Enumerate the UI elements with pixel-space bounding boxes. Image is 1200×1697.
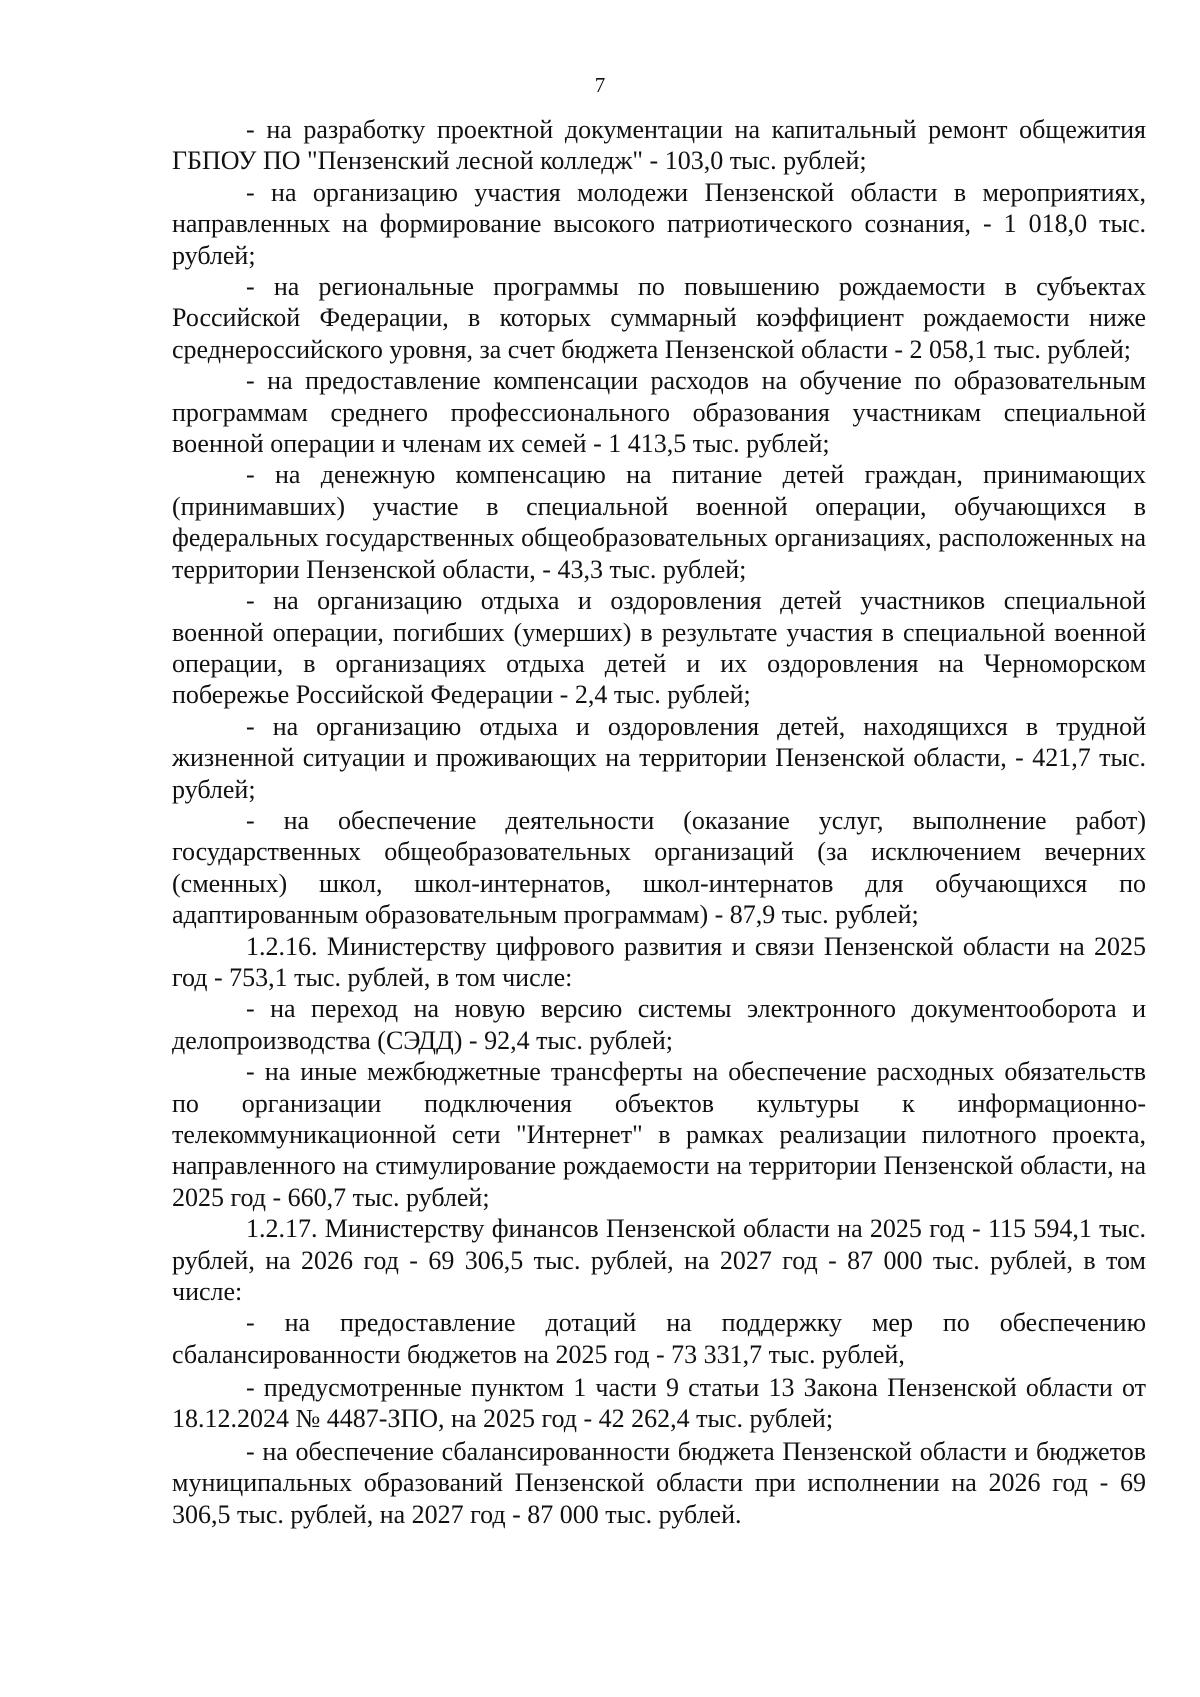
paragraph: - на региональные программы по повышению рождаемости в субъектах Российской Федерации, в которых суммарный коэффициент рождаемости ниже среднероссийского уровня, за счет бюджета Пензенской области - 2 058,1 тыс. рублей; [172, 272, 1146, 364]
paragraph: - на иные межбюджетные трансферты на обеспечение расходных обязательств по организации подключения объектов культуры к информационно-телекоммуникационной сети "Интернет" в рамках реализации пилотного проекта, направленного на стимулирование рождаемости на территории Пензенской области, на 2025 год - 660,7 тыс. рублей; [172, 1057, 1146, 1212]
paragraph: - на организацию отдыха и оздоровления детей участников специальной военной операции, погибших (умерших) в результате участия в специальной военной операции, в организациях отдыха детей и их оздоровления на Черноморском побережье Российской Федерации - 2,4 тыс. рублей; [172, 586, 1146, 710]
paragraph: - на организацию отдыха и оздоровления детей, находящихся в трудной жизненной ситуации и проживающих на территории Пензенской области, - 421,7 тыс. рублей; [172, 711, 1146, 804]
paragraph: - на обеспечение сбалансированности бюджета Пензенской области и бюджетов муниципальных образований Пензенской области при исполнении на 2026 год - 69 306,5 тыс. рублей, на 2027 год - 87 000 тыс. рублей. [172, 1437, 1146, 1529]
paragraph: - на организацию участия молодежи Пензенской области в мероприятиях, направленных на формирование высокого патриотического сознания, - 1 018,0 тыс. рублей; [172, 177, 1146, 270]
paragraph: - на денежную компенсацию на питание детей граждан, принимающих (принимавших) участие в специальной военной операции, обучающихся в федеральных государственных общеобразовательных организациях, расположенных на территории Пензенской области, - 43,3 тыс. рублей; [172, 460, 1146, 584]
section-heading-paragraph: 1.2.17. Министерству финансов Пензенской области на 2025 год - 115 594,1 тыс. рублей, на 2026 год - 69 306,5 тыс. рублей, на 2027 год - 87 000 тыс. рублей, в том числе: [172, 1214, 1146, 1307]
paragraph: - на предоставление дотаций на поддержку мер по обеспечению сбалансированности бюджетов на 2025 год - 73 331,7 тыс. рублей, [172, 1308, 1146, 1369]
paragraph: - на переход на новую версию системы электронного документооборота и делопроизводства (СЭДД) - 92,4 тыс. рублей; [172, 994, 1146, 1055]
document-body [172, 114, 1146, 1530]
section-heading-paragraph: 1.2.16. Министерству цифрового развития и связи Пензенской области на 2025 год - 753,1 тыс. рублей, в том числе: [172, 931, 1146, 992]
paragraph: - на предоставление компенсации расходов на обучение по образовательным программам среднего профессионального образования участникам специальной военной операции и членам их семей - 1 413,5 тыс. рублей; [172, 366, 1146, 459]
paragraph: - на обеспечение деятельности (оказание услуг, выполнение работ) государственных общеобразовательных организаций (за исключением вечерних (сменных) школ, школ-интернатов, школ-интернатов для обучающихся по адаптированным образовательным программам) - 87,9 тыс. рублей; [172, 805, 1146, 930]
paragraph: - предусмотренные пунктом 1 части 9 статьи 13 Закона Пензенской области от 18.12.2024 № 4487-ЗПО, на 2025 год - 42 262,4 тыс. рублей; [172, 1372, 1146, 1434]
paragraph: - на разработку проектной документации на капитальный ремонт общежития ГБПОУ ПО "Пензенский лесной колледж" - 103,0 тыс. рублей; [172, 115, 1146, 176]
page-number: 7 [594, 73, 606, 97]
